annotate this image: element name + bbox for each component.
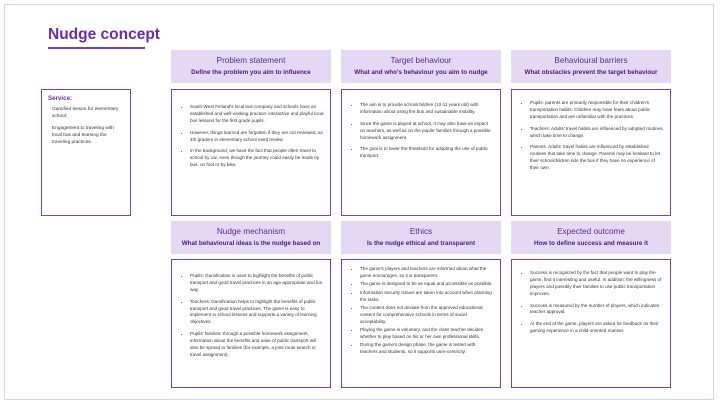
panel-header-target-behaviour <box>341 50 501 83</box>
list-item: • The goal is to lower the threshold for adopting the use of public transport. <box>360 146 494 160</box>
service-box <box>41 89 131 216</box>
page-title: Nudge concept <box>48 26 160 43</box>
list-item: • The content does not deviate from the approved educational content for comprehensive schools in terms of social acceptability. <box>360 305 494 326</box>
panel-body-expected-outcome <box>511 259 671 388</box>
list-item: • South-West Finland's local bus company and schools have an established and well working practice: interactive and playful local bus lessons for the first grade pupils. <box>190 104 324 125</box>
panel-subtitle: What behavioural ideas is the nudge based on <box>181 240 321 247</box>
list-item: • During the game's design phase, the game is tested with teachers and students, so it supports user-centricity. <box>360 342 494 356</box>
panel-body-nudge-mechanism <box>171 259 331 388</box>
list-item: • Success is recognized by the fact that people want to play the game, find it interesting and useful. In addition, the willingness of players and possibly their families to use public transportation improves. <box>530 270 664 298</box>
panel-subtitle: What obstacles prevent the target behaviour <box>524 69 658 76</box>
panel-title: Expected outcome <box>557 227 625 236</box>
list-item: • The aim is to provide schoolchildren (10-11 years old) with information about using the bus and sustainable mobility. <box>360 102 494 116</box>
panel-title: Target behaviour <box>390 56 452 65</box>
list-item: • Parents: Adults' travel habits are influenced by established routines that take time to change. Parents may be hesitant to let their schoolchildren ride the bus if they have no experience of their own. <box>530 144 664 172</box>
panel-subtitle: How to define success and measure it <box>533 240 649 247</box>
list-item: • Information security issues are taken into account when planning the tasks. <box>360 290 494 304</box>
service-line: Engagement to traveling with local bus and learning the traveling practices. <box>52 125 114 145</box>
panel-body-problem-statement <box>171 89 331 216</box>
list-item: • At the end of the game, players are asked for feedback on their gaming experience in a child-oriented manner. <box>530 321 664 335</box>
panel-subtitle: Define the problem you aim to influence <box>191 69 311 76</box>
service-heading: Service: <box>48 95 73 102</box>
list-item: • Since the game is played at school, it may also have an impact on teachers, as well as on the pupils' families through a possible homework assignment. <box>360 121 494 142</box>
list-item: • The game is designed to be as equal and accessible as possible. <box>360 281 494 288</box>
panel-header-behavioural-barriers <box>511 50 671 83</box>
panel-title: Behavioural barriers <box>554 56 628 65</box>
panel-body-ethics <box>341 259 501 388</box>
list-item: • In the background, we have the fact that people often travel to school by car, even though the journey could easily be made by bus, on foot or by bike. <box>190 148 324 169</box>
panel-subtitle: Is the nudge ethical and transparent <box>366 240 476 247</box>
panel-subtitle: What and who's behaviour you aim to nudge <box>354 69 488 76</box>
panel-body-target-behaviour <box>341 89 501 216</box>
list-item: • Teachers: Adults' travel habits are influenced by adopted routines, which take time to change. <box>530 126 664 140</box>
panel-header-expected-outcome <box>511 221 671 254</box>
panel-header-ethics <box>341 221 501 254</box>
list-item: • The game's players and teachers are informed about what the game encourages, so it is transparent. <box>360 266 494 280</box>
panel-header-problem-statement <box>171 50 331 83</box>
title-underline <box>48 47 145 49</box>
panel-title: Nudge mechanism <box>216 227 286 236</box>
list-item: • Teachers: Gamification helps to highlight the benefits of public transport and good travel practices. The game is easy to implement in school lessons and supports a variety of learning objectives. <box>190 299 324 327</box>
list-item: • However, things learned are forgotten if they are not reviewed, so 4th graders in elementary school need review. <box>190 130 324 144</box>
panel-title: Ethics <box>409 227 433 236</box>
panel-title: Problem statement <box>216 56 286 65</box>
list-item: • Success is measured by the number of players, which indicates teacher approval. <box>530 303 664 317</box>
list-item: • Pupils' families: through a possible homework assignment, information about the benefits and ease of public transport will also be spread to families (for example, a joint route search or travel assignment). <box>190 331 324 359</box>
list-item: • Pupils: Gamification is used to highlight the benefits of public transport and good travel practices in an age-appropriate and fun way. <box>190 273 324 294</box>
panel-header-nudge-mechanism <box>171 221 331 254</box>
service-line: Gamified lesson for elementary school: <box>52 107 119 119</box>
list-item: • Pupils: parents are primarily responsible for their children's transportation habits. Children may have fears about public transportation and are unfamiliar with the practices. <box>530 100 664 121</box>
list-item: • Playing the game is voluntary, and the class teacher decides whether to play based on his or her own professional skills. <box>360 327 494 341</box>
panel-body-behavioural-barriers <box>511 89 671 216</box>
